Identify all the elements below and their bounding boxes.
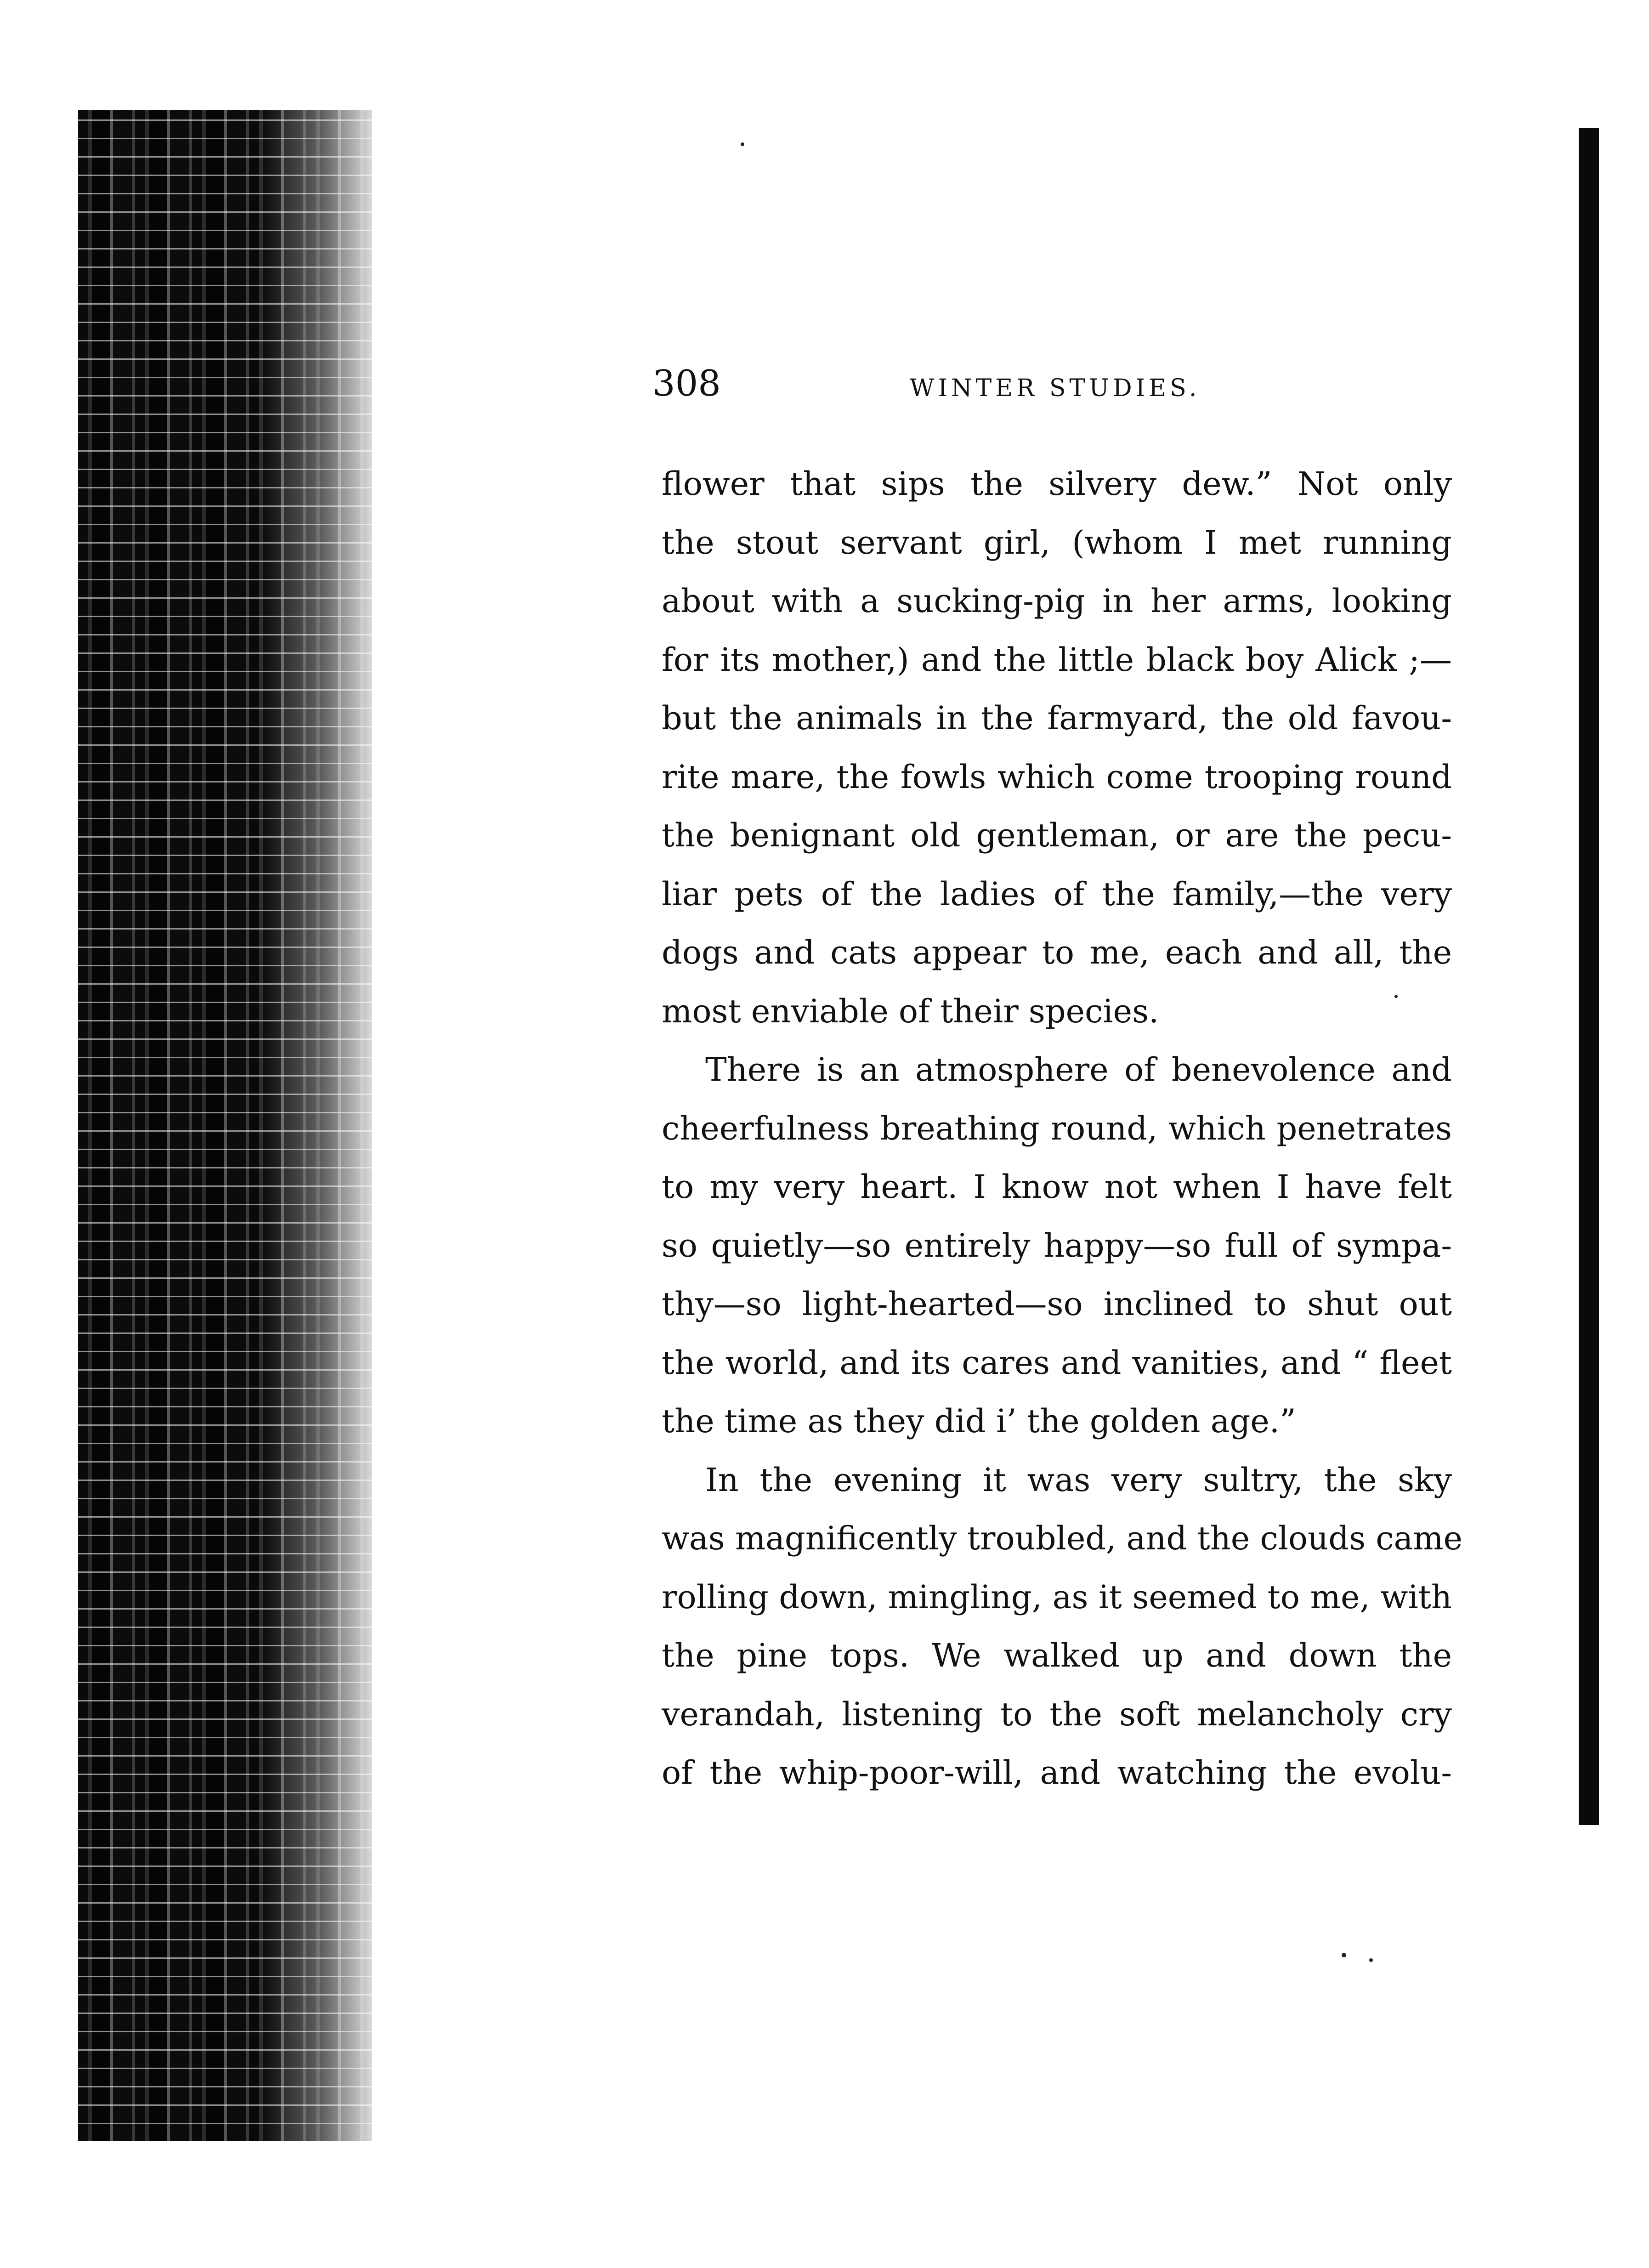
running-title: WINTER STUDIES. <box>910 374 1201 402</box>
text-line: rolling down, mingling, as it seemed to me, with <box>662 1578 1452 1616</box>
text-line: the pine tops. We walked up and down the <box>662 1637 1452 1674</box>
text-line: so quietly—so entirely happy—so full of sympa- <box>662 1226 1452 1264</box>
text-line: of the whip-poor-will, and watching the evolu- <box>662 1754 1452 1792</box>
text-line: was magnificently troubled, and the clouds came <box>662 1520 1462 1557</box>
text-line: the benignant old gentleman, or are the pecu- <box>662 816 1452 854</box>
text-line: flower that sips the silvery dew.” Not only <box>662 465 1452 503</box>
binding-edge-fade <box>257 110 372 2141</box>
text-line: verandah, listening to the soft melancholy cry <box>662 1695 1452 1733</box>
text-line: thy—so light-hearted—so inclined to shut out <box>662 1285 1452 1323</box>
text-line: to my very heart. I know not when I have felt <box>662 1168 1452 1206</box>
text-line: rite mare, the fowls which come trooping round <box>662 758 1452 796</box>
text-line: about with a sucking-pig in her arms, looking <box>662 582 1452 620</box>
body-text <box>662 455 1462 1803</box>
text-line: the stout servant girl, (whom I met running <box>662 523 1452 561</box>
text-line: There is an atmosphere of benevolence and <box>705 1051 1452 1089</box>
text-line: the world, and its cares and vanities, and “ fleet <box>662 1344 1452 1382</box>
text-line: but the animals in the farmyard, the old favou- <box>662 699 1452 737</box>
scan-speck <box>1369 1958 1373 1962</box>
scan-speck <box>1394 995 1398 998</box>
text-line: liar pets of the ladies of the family,—the very <box>662 875 1452 913</box>
text-line: for its mother,) and the little black boy Alick ;— <box>662 641 1452 679</box>
text-line: most enviable of their species. <box>662 992 1159 1030</box>
page-header <box>652 358 1461 414</box>
scan-speck <box>741 142 744 146</box>
scan-speck <box>1342 1953 1346 1957</box>
text-line: the time as they did i’ the golden age.” <box>662 1402 1296 1440</box>
text-line: dogs and cats appear to me, each and all, the <box>662 934 1452 971</box>
text-line: cheerfulness breathing round, which penetrates <box>662 1109 1452 1147</box>
scan-edge-bar <box>1579 128 1599 1825</box>
page-number: 308 <box>652 363 721 404</box>
text-line: In the evening it was very sultry, the sky <box>705 1461 1452 1499</box>
